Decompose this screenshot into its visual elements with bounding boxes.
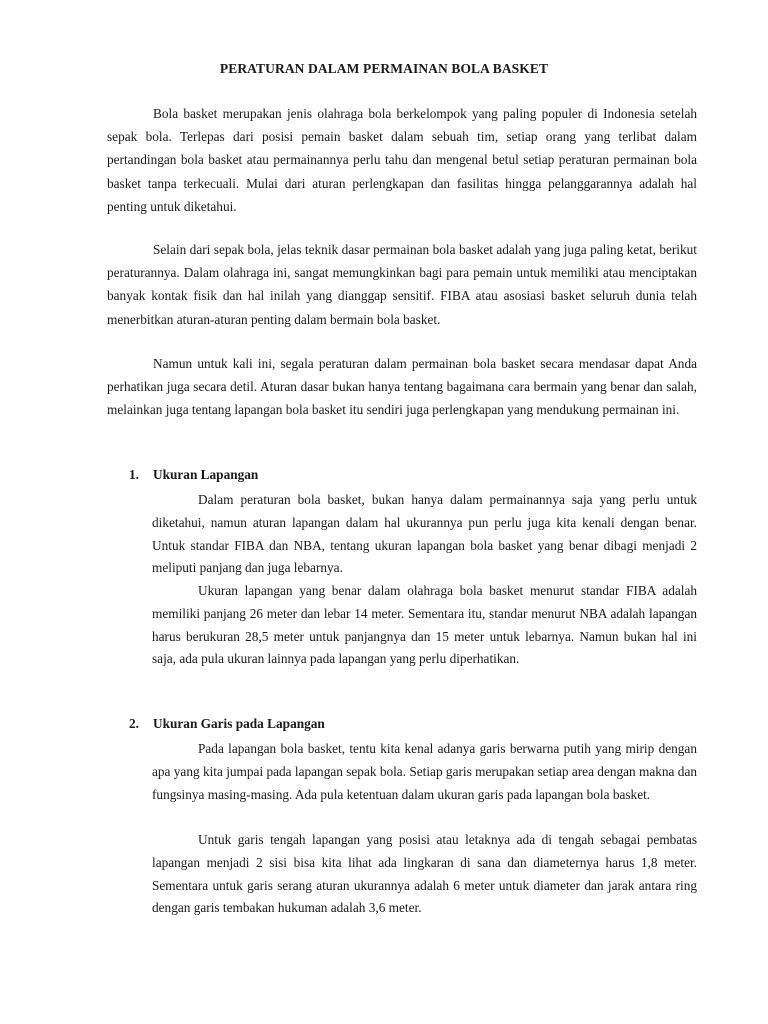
section-heading-ukuran-garis (129, 716, 325, 732)
document-title: PERATURAN DALAM PERMAINAN BOLA BASKET (219, 61, 549, 76)
section-heading-text: Ukuran Lapangan (153, 467, 259, 482)
intro-paragraph-3: Namun untuk kali ini, segala peraturan dalam permainan bola basket secara mendasar dapat Anda perhatikan juga secara detil. Aturan dasar bukan hanya tentang bagaimana cara bermain yang benar dan salah, melainkan juga tentang lapangan bola basket itu sendiri juga perlengkapan yang mendukung permainan ini. (107, 356, 697, 418)
section-number: 2. (129, 716, 139, 731)
section-2-paragraph-1: Pada lapangan bola basket, tentu kita kenal adanya garis berwarna putih yang mirip dengan apa yang kita jumpai pada lapangan sepak bola. Setiap garis merupakan setiap area dengan makna dan fungsinya masing-masing. Ada pula ketentuan dalam ukuran garis pada lapangan bola basket. (152, 741, 697, 802)
section-heading-text: Ukuran Garis pada Lapangan (153, 716, 325, 731)
intro-paragraph-2: Selain dari sepak bola, jelas teknik dasar permainan bola basket adalah yang juga paling ketat, berikut peraturannya. Dalam olahraga ini, sangat memungkinkan bagi para pemain untuk memiliki atau menciptakan banyak kontak fisik dan hal inilah yang dianggap sensitif. FIBA atau asosiasi basket seluruh dunia telah menerbitkan aturan-aturan penting dalam bermain bola basket. (107, 242, 697, 327)
intro-paragraph-1: Bola basket merupakan jenis olahraga bola berkelompok yang paling populer di Indonesia setelah sepak bola. Terlepas dari posisi pemain basket dalam sebuah tim, setiap orang yang terlibat dalam pertandingan bola basket atau permainannya perlu tahu dan mengenal betul setiap peraturan permainan bola basket tanpa terkecuali. Mulai dari aturan perlengkapan dan fasilitas hingga pelanggarannya adalah hal penting untuk diketahui. (107, 106, 697, 214)
section-1-paragraph-1: Dalam peraturan bola basket, bukan hanya dalam permainannya saja yang perlu untuk diketahui, namun aturan lapangan dalam hal ukurannya pun perlu juga kita kenali dengan benar. Untuk standar FIBA dan NBA, tentang ukuran lapangan bola basket yang benar dibagi menjadi 2 meliputi panjang dan juga lebarnya. (152, 492, 697, 576)
section-1-paragraph-2: Ukuran lapangan yang benar dalam olahraga bola basket menurut standar FIBA adalah memiliki panjang 26 meter dan lebar 14 meter. Sementara itu, standar menurut NBA adalah lapangan harus berukuran 28,5 meter untuk panjangnya dan 15 meter untuk lebarnya. Namun bukan hal ini saja, ada pula ukuran lainnya pada lapangan yang perlu diperhatikan. (152, 583, 697, 667)
section-heading-ukuran-lapangan (129, 467, 258, 483)
section-number: 1. (129, 467, 139, 482)
section-2-paragraph-2: Untuk garis tengah lapangan yang posisi atau letaknya ada di tengah sebagai pembatas lapangan menjadi 2 sisi bisa kita lihat ada lingkaran di sana dan diameternya harus 1,8 meter. Sementara untuk garis serang aturan ukurannya adalah 6 meter untuk diameter dan jarak antara ring dengan garis tembakan hukuman adalah 3,6 meter. (152, 832, 697, 916)
